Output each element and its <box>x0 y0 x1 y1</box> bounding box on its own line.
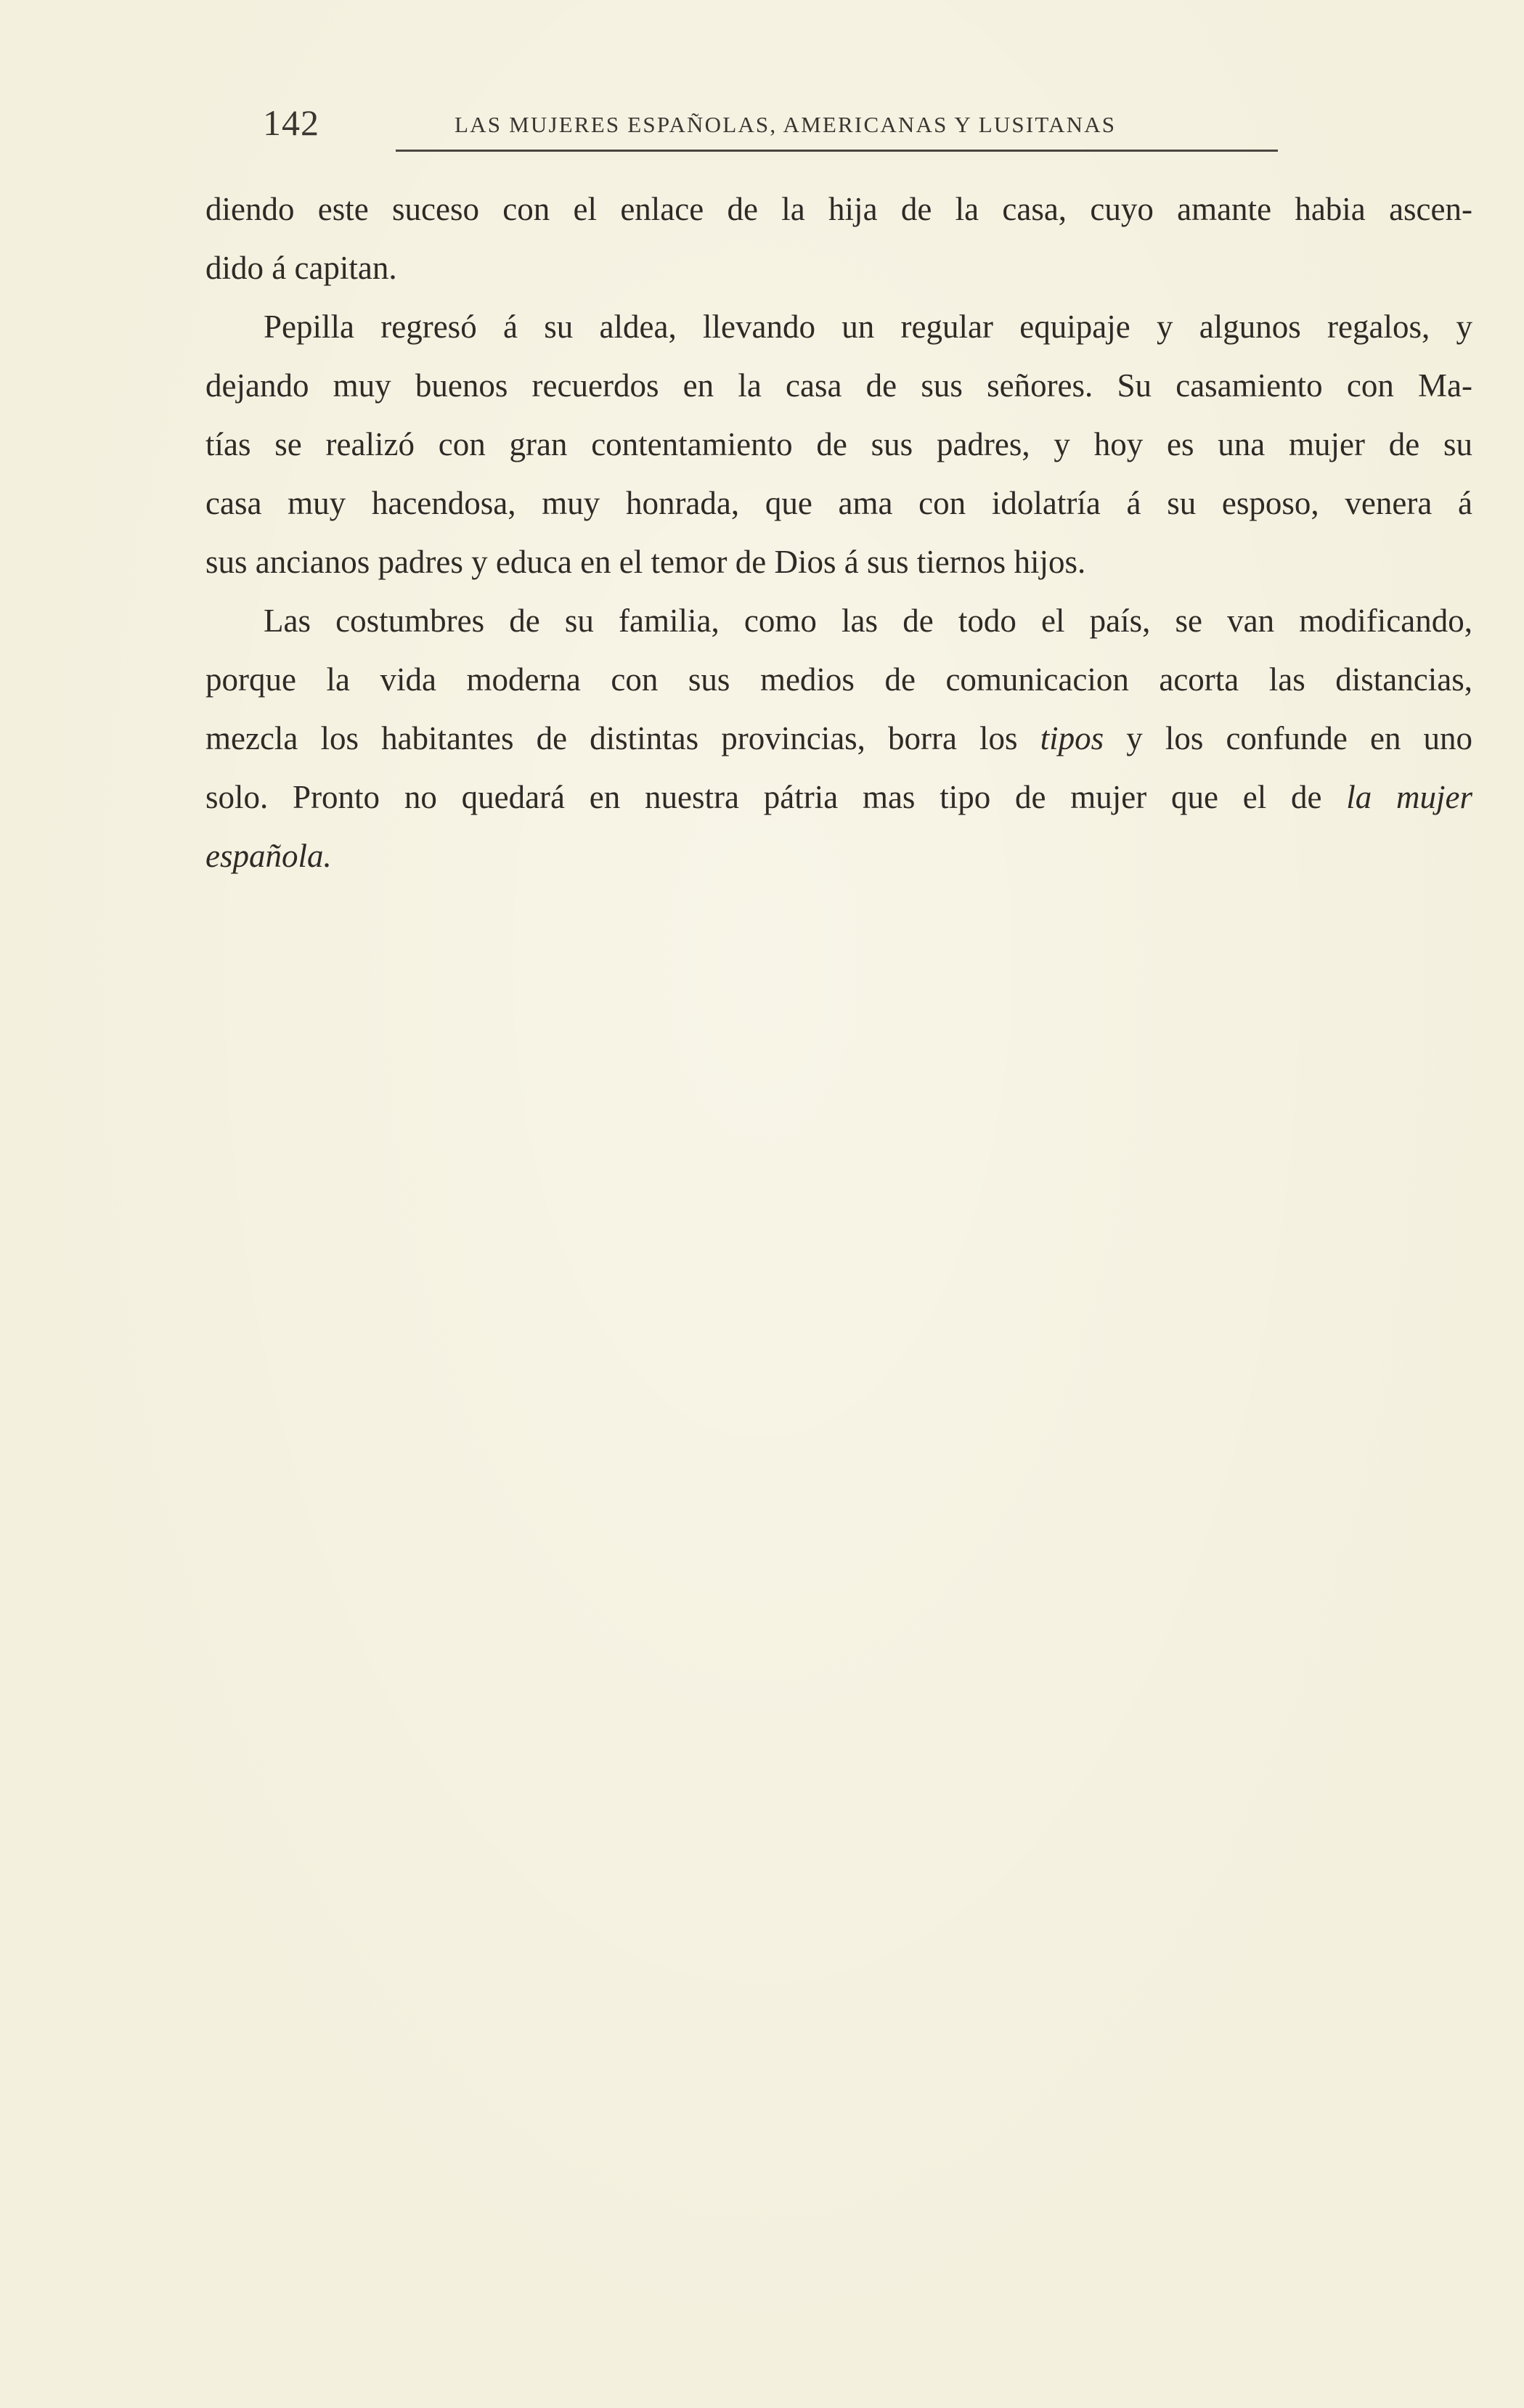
text-line: sus ancianos padres y educa en el temor de Dios á sus tiernos hijos. <box>205 544 1086 580</box>
text-segment: y los confunde en uno <box>1126 720 1473 756</box>
text-line: porque la vida moderna con sus medios de comunicacion acorta las distancias, <box>205 661 1472 698</box>
italic-word: española. <box>205 838 332 874</box>
body-text <box>205 180 1472 886</box>
text-segment: mezcla los habitantes de distintas provincias, borra los <box>205 720 1018 756</box>
text-line: diendo este suceso con el enlace de la hija de la casa, cuyo amante habia ascen- <box>205 191 1472 227</box>
text-line <box>205 827 1472 886</box>
page-header <box>263 102 1279 152</box>
header-rule <box>396 150 1278 152</box>
text-line-with-italic <box>205 768 1472 827</box>
text-segment: solo. Pronto no quedará en nuestra pátria mas tipo de mujer que el de <box>205 779 1322 815</box>
text-line: Pepilla regresó á su aldea, llevando un regular equipaje y algunos regalos, y <box>264 309 1472 345</box>
text-line: dido á capitan. <box>205 250 397 286</box>
text-line: tías se realizó con gran contentamiento de sus padres, y hoy es una mujer de su <box>205 426 1472 462</box>
text-line: dejando muy buenos recuerdos en la casa de sus señores. Su casamiento con Ma- <box>205 367 1472 404</box>
text-line-with-italic <box>205 709 1472 768</box>
page-number: 142 <box>263 102 319 143</box>
text-line: casa muy hacendosa, muy honrada, que ama con idolatría á su esposo, venera á <box>205 485 1472 521</box>
italic-word: tipos <box>1040 720 1104 756</box>
running-title: LAS MUJERES ESPAÑOLAS, AMERICANAS Y LUSITANAS <box>455 112 1117 137</box>
italic-phrase: la mujer <box>1346 779 1472 815</box>
text-line: Las costumbres de su familia, como las de todo el país, se van modificando, <box>264 603 1472 639</box>
